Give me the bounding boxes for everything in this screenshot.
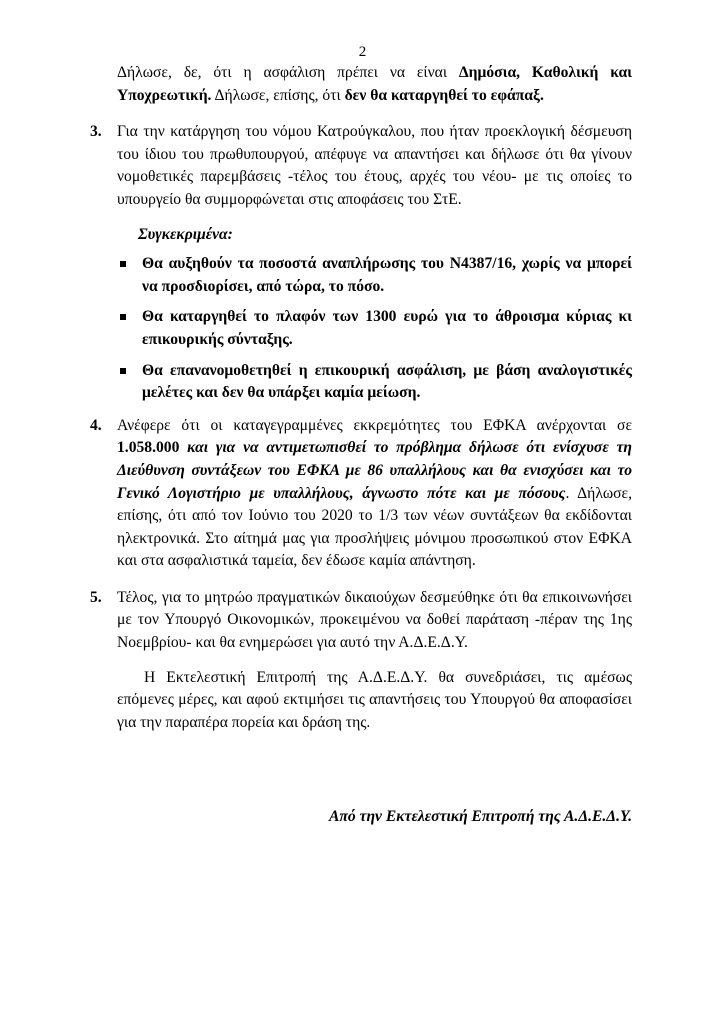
item-4-text — [117, 415, 632, 573]
intro-bold-2: δεν θα καταργηθεί το εφάπαξ. — [344, 86, 544, 104]
document-body — [90, 62, 633, 734]
item-4 — [90, 415, 633, 573]
item-5-number: 5. — [90, 588, 102, 606]
item-3-bullet-list — [117, 253, 632, 405]
intro-bold-1: Δημόσια, Καθολική και Υποχρεωτική. — [117, 64, 632, 104]
bullet-item — [117, 253, 632, 298]
item-3-number: 3. — [90, 123, 102, 141]
item-5-text: Τέλος, για το μητρώο πραγματικών δικαιούχων δεσμεύθηκε ότι θα επικοινωνήσει με τον Υπουργό Οικονομικών, προκειμένου να δοθεί παράταση -πέραν της 1ης Νοεμβρίου- και θα ενημερώσει για αυτό την Α.Δ.Ε.Δ.Υ. — [117, 588, 632, 652]
square-bullet-icon — [120, 314, 126, 320]
bullet-text: Θα επανανομοθετηθεί η επικουρική ασφάλιση, με βάση αναλογιστικές μελέτες και δεν θα υπάρξει καμία μείωση. — [142, 361, 632, 402]
closing-paragraph: Η Εκτελεστική Επιτροπή της Α.Δ.Ε.Δ.Υ. θα συνεδριάσει, τις αμέσως επόμενες μέρες, και αφού εκτιμήσει τις απαντήσεις του Υπουργού θα αποφασίσει για την παραπέρα πορεία και δράση της. — [117, 668, 632, 731]
intro-text-1: Δήλωσε, δε, ότι η ασφάλιση πρέπει να είναι — [117, 64, 459, 81]
item-3-text: Για την κατάργηση του νόμου Κατρούγκαλου, που ήταν προεκλογική δέσμευση του ίδιου του πρωθυπουργού, απέφυγε να απαντήσει και δήλωσε ότι θα γίνουν νομοθετικές παρεμβάσεις -τέλος του έτους, αρχές του νέου- με τις οποίες το υπουργείο θα συμμορφώνεται στις αποφάσεις του ΣτΕ. — [117, 123, 632, 208]
item-3-subheading: Συγκεκριμένα: — [138, 225, 233, 243]
bullet-text: Θα καταργηθεί το πλαφόν των 1300 ευρώ για το άθροισμα κύριας κι επικουρικής σύνταξης. — [142, 308, 632, 348]
signature-line: Από την Εκτελεστική Επιτροπή της Α.Δ.Ε.Δ.Υ. — [328, 808, 632, 825]
intro-text-2: Δήλωσε, επίσης, ότι — [211, 86, 345, 104]
intro-paragraph — [117, 62, 632, 107]
item-4-number: 4. — [90, 416, 102, 434]
item-4-bold-italic-1: και για να αντιμετωπισθεί το πρόβλημα δήλωσε ότι ενίσχυσε τη Διεύθυνση συντάξεων του ΕΦΚΑ με 86 υπαλλήλους και θα ενισχύσει και το Γενικό Λογιστήριο με υπαλλήλους, άγνωστο πότε και με πόσους — [117, 439, 632, 502]
item-4-bold-1: 1.058.000 — [117, 439, 180, 457]
square-bullet-icon — [120, 368, 126, 374]
page-number: 2 — [358, 44, 367, 60]
item-4-text-1: Ανέφερε ότι οι καταγεγραμμένες εκκρεμότητες του ΕΦΚΑ ανέρχονται σε — [117, 416, 632, 434]
item-4-text-2: . Δήλωσε, επίσης, ότι από τον Ιούνιο του 2020 το 1/3 των νέων συντάξεων θα εκδίδονται ηλεκτρονικά. Στο αίτημά μας για προσλήψεις μόνιμου προσωπικού στον ΕΦΚΑ και στα ασφαλιστικά ταμεία, δεν έδωσε καμία απάντηση. — [117, 484, 633, 570]
bullet-text: Θα αυξηθούν τα ποσοστά αναπλήρωσης του Ν4387/16, χωρίς να μπορεί να προσδιορίσει, από τώρα, το πόσο. — [142, 255, 632, 295]
item-3 — [90, 121, 632, 405]
bullet-item — [117, 306, 632, 351]
bullet-item — [117, 360, 632, 405]
item-5 — [90, 587, 632, 655]
square-bullet-icon — [120, 261, 126, 267]
